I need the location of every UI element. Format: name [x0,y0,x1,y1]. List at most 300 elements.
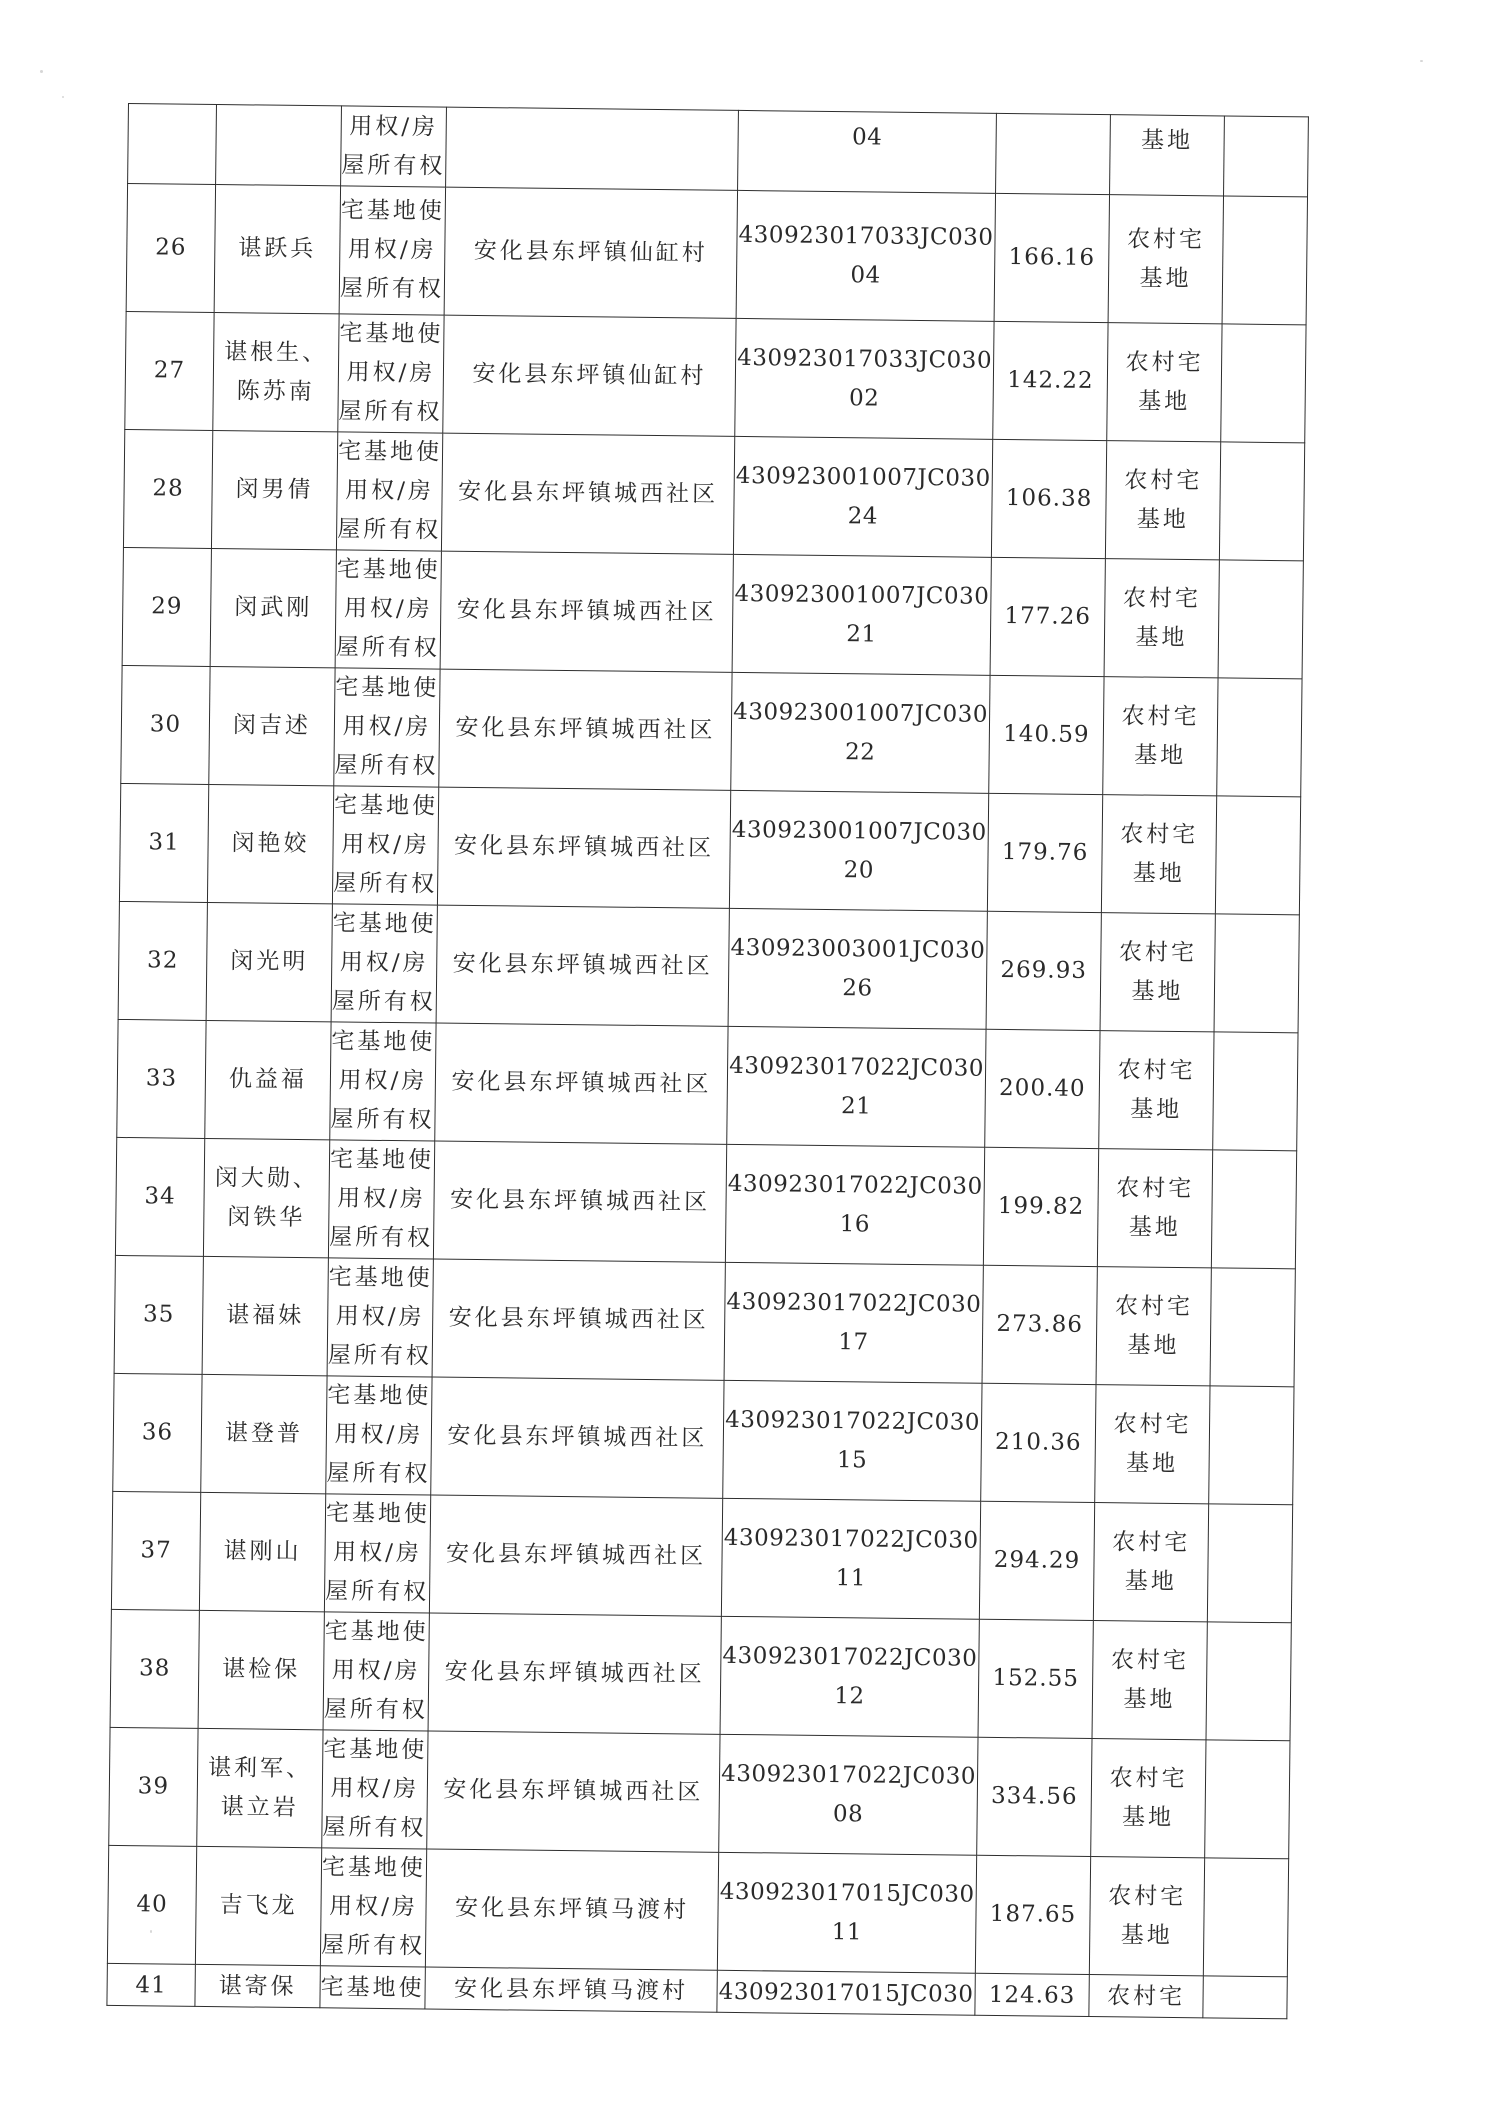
cell-type-line: 农村宅 [1124,466,1203,494]
cell-right-line: 用权/房 [337,1185,427,1213]
cell-no: 28 [123,429,212,548]
cell-owner [216,105,342,186]
cell-blank [1224,116,1309,197]
cell-code-line: 430923017033JC030 [737,344,993,374]
cell-owner-line: 谌福妹 [226,1302,305,1330]
cell-address-line: 安化县东坪镇马渡村 [453,1975,689,2004]
cell-type [1096,1267,1211,1386]
cell-code-line: 430923017022JC030 [722,1642,978,1672]
cell-right-line: 宅基地使 [339,320,444,348]
cell-type [1097,1149,1212,1268]
cell-code-line: 22 [844,738,876,766]
cell-right [324,1494,430,1613]
cell-right [326,1376,432,1495]
cell-code-line: 21 [846,620,877,648]
cell-type-line: 基地 [1128,1213,1181,1241]
cell-owner-line: 谌根生、 [224,338,329,366]
cell-code [735,318,994,439]
cell-right-line: 宅基地使 [340,197,445,225]
cell-right-line: 用权/房 [347,236,437,264]
cell-code-line: 430923017022JC030 [725,1406,981,1436]
cell-owner [211,430,337,549]
cell-code-line: 08 [832,1800,864,1827]
cell-code [719,1734,978,1855]
table-row [114,1255,1295,1386]
cell-type-line: 基地 [1127,1331,1180,1359]
cell-code [729,790,988,911]
cell-blank [1205,1740,1290,1859]
cell-type [1099,1031,1214,1150]
cell-owner-line: 谌寄保 [218,1972,297,2000]
cell-owner [207,784,333,903]
cell-right [334,668,440,787]
cell-type-line: 基地 [1132,859,1185,887]
cell-address [433,1141,726,1262]
cell-address [429,1495,722,1616]
cell-address-line: 安化县东坪镇城西社区 [451,1068,712,1098]
cell-blank [1206,1622,1291,1741]
cell-code-line: 16 [839,1210,871,1237]
cell-owner-line: 闵光明 [230,948,309,976]
cell-code-line: 26 [842,974,873,1002]
table-row [110,1609,1291,1740]
cell-address [428,1613,721,1734]
cell-right [339,186,445,315]
cell-code-line: 430923017022JC030 [726,1288,982,1318]
cell-right-line: 用权/房 [349,113,439,141]
cell-blank [1221,324,1306,443]
cell-area: 124.63 [975,1973,1089,2016]
cell-owner [206,902,332,1021]
cell-blank [1215,796,1300,915]
cell-right-line: 屋所有权 [333,870,438,898]
cell-no: 37 [111,1491,200,1610]
cell-right-line: 用权/房 [338,1067,428,1095]
cell-code-line: 04 [850,261,881,289]
cell-owner [195,1846,321,1965]
cell-owner [199,1492,325,1611]
cell-owner-line: 闵大勋、 [214,1164,319,1192]
scan-speck [40,70,43,73]
cell-right-line: 宅基地使 [323,1736,428,1764]
cell-blank [1207,1504,1292,1623]
cell-owner-line: 闵男倩 [235,476,314,504]
table-row [118,901,1299,1032]
cell-blank [1203,1858,1288,1977]
cell-code [736,190,995,321]
cell-address [444,187,737,318]
cell-owner-line: 谌登普 [224,1420,304,1448]
cell-type-line: 农村宅 [1121,702,1200,730]
cell-type-line: 农村宅 [1116,1174,1195,1202]
cell-type-line: 基地 [1123,1685,1176,1713]
cell-type [1103,677,1218,796]
cell-right-line: 宅基地使 [335,674,440,702]
cell-code-line: 12 [834,1682,865,1709]
cell-code-line: 430923017022JC030 [729,1052,985,1082]
cell-right-line: 用权/房 [343,595,433,623]
cell-code-line: 24 [847,502,879,530]
cell-no: 31 [119,783,208,902]
cell-code-line: 430923017033JC030 [738,221,994,251]
cell-right-line: 用权/房 [346,359,436,387]
cell-address [443,315,736,436]
cell-type [1104,559,1219,678]
cell-right-line: 屋所有权 [323,1696,428,1724]
cell-area: 200.40 [985,1029,1100,1148]
cell-type [1108,195,1223,324]
cell-right [320,1848,426,1967]
table-row [119,783,1300,914]
cell-address-line: 安化县东坪镇城西社区 [448,1304,709,1334]
cell-blank [1219,442,1304,561]
cell-right [332,786,438,905]
cell-right-line: 屋所有权 [339,275,445,303]
cell-type-line: 基地 [1130,1095,1183,1123]
cell-area: 294.29 [979,1501,1094,1620]
cell-type-line: 农村宅 [1110,1646,1190,1674]
cell-right-line: 宅基地使 [324,1618,429,1646]
cell-address [437,787,730,908]
cell-blank [1211,1150,1296,1269]
cell-right-line: 屋所有权 [341,151,446,180]
cell-type [1093,1503,1208,1622]
cell-right-line: 宅基地使 [331,1028,436,1056]
cell-address-line: 安化县东坪镇马渡村 [454,1894,690,1924]
cell-address [440,551,733,672]
cell-type-line: 农村宅 [1120,820,1199,848]
cell-type-line: 基地 [1135,623,1188,651]
cell-area: 187.65 [975,1855,1090,1974]
cell-type [1101,795,1216,914]
cell-address-line: 安化县东坪镇城西社区 [449,1186,711,1216]
cell-right-line: 宅基地使 [327,1382,432,1410]
cell-area: 199.82 [983,1147,1098,1266]
cell-owner [195,1964,320,2007]
cell-right-line: 屋所有权 [327,1342,432,1370]
cell-right-line: 用权/房 [329,1893,419,1921]
cell-right [338,314,444,433]
cell-right-line: 屋所有权 [328,1224,434,1252]
cell-right [328,1140,434,1259]
cell-address [427,1731,720,1852]
cell-right-line: 用权/房 [334,1421,424,1449]
cell-type [1089,1975,1203,2018]
scan-speck [62,96,64,98]
cell-right-line: 宅基地使 [337,438,443,466]
cell-right-line: 屋所有权 [320,1932,426,1960]
cell-address [432,1259,725,1380]
cell-code [733,436,992,557]
cell-right [341,106,447,187]
cell-address-line: 安化县东坪镇城西社区 [457,478,719,508]
cell-blank [1222,196,1307,325]
cell-code-line: 11 [831,1918,863,1945]
cell-no: 39 [109,1727,198,1846]
table-row [121,665,1302,796]
cell-right-line: 屋所有权 [324,1578,430,1606]
cell-area: 106.38 [991,439,1106,558]
cell-type [1091,1739,1206,1858]
cell-address-line: 安化县东坪镇城西社区 [444,1658,705,1688]
cell-code-line: 20 [843,856,875,884]
cell-right [331,904,437,1023]
cell-right-line: 屋所有权 [335,634,440,662]
table-row [109,1727,1290,1858]
cell-area: 334.56 [977,1737,1092,1856]
table-row [113,1373,1294,1504]
cell-blank [1209,1386,1294,1505]
cell-address [425,1849,718,1970]
cell-type-line: 基地 [1134,741,1187,769]
cell-address [425,1967,717,2012]
cell-owner [205,1020,331,1139]
cell-no: 29 [122,547,211,666]
cell-no: 38 [110,1609,199,1728]
cell-right-line: 屋所有权 [326,1460,431,1488]
cell-code [731,672,990,793]
cell-right-line: 用权/房 [345,477,435,505]
cell-owner [209,666,335,785]
cell-owner-line: 谌跃兵 [238,235,317,263]
cell-address [435,1023,728,1144]
cell-right-line: 用权/房 [342,713,432,741]
cell-type-line: 农村宅 [1126,225,1206,253]
cell-type-line: 基地 [1120,1921,1173,1949]
cell-right [320,1966,425,2009]
cell-no: 30 [121,665,210,784]
cell-code [738,110,997,193]
cell-type-line: 基地 [1121,1803,1175,1831]
cell-code-line: 430923017022JC030 [727,1170,983,1200]
cell-owner-line: 谌检保 [222,1656,301,1684]
cell-no: 33 [117,1019,206,1138]
cell-code-line: 430923001007JC030 [731,816,987,846]
cell-area: 269.93 [986,911,1101,1030]
cell-code-line: 15 [836,1446,868,1473]
cell-code-line: 430923017015JC030 [718,1978,974,2008]
cell-code-line: 430923017015JC030 [719,1878,975,1908]
cell-no: 40 [107,1845,196,1964]
cell-right-line: 用权/房 [330,1775,420,1803]
cell-type-line: 农村宅 [1112,1528,1191,1556]
cell-code-line: 02 [848,384,880,412]
cell-code-line: 430923001007JC030 [733,698,989,728]
cell-blank [1213,1032,1298,1151]
cell-code-line: 430923003001JC030 [730,934,986,964]
cell-code [720,1616,979,1737]
cell-address-line: 安化县东坪镇城西社区 [455,714,716,744]
cell-owner [213,312,339,431]
cell-type-line: 农村宅 [1108,1882,1187,1910]
cell-code [724,1262,983,1383]
cell-owner-line: 闵吉述 [232,712,312,740]
table-row-continued [128,104,1309,197]
cell-area: 177.26 [990,557,1105,676]
cell-code [717,1970,975,2015]
cell-type [1100,913,1215,1032]
cell-right [323,1612,429,1731]
cell-code [727,1026,986,1147]
cell-type-line: 基地 [1125,1449,1179,1477]
cell-right-line: 宅基地使 [325,1500,431,1528]
cell-owner-line: 闵武刚 [234,594,313,622]
cell-owner [214,184,340,313]
cell-area: 140.59 [989,675,1104,794]
cell-code [723,1380,982,1501]
table-row [126,184,1307,325]
cell-code [721,1498,980,1619]
cell-right-line: 宅基地使 [329,1146,435,1174]
cell-type-line: 农村宅 [1122,584,1202,612]
cell-address [439,669,732,790]
cell-right-line: 宅基地使 [320,1973,425,2001]
cell-right-line: 屋所有权 [337,516,442,544]
cell-code-line: 04 [851,124,883,151]
cell-area: 179.76 [987,793,1102,912]
table-row [123,429,1304,560]
cell-right-line: 宅基地使 [321,1854,427,1882]
cell-address-line: 安化县东坪镇城西社区 [453,832,715,862]
cell-type-line: 基地 [1131,977,1184,1005]
cell-right-line: 用权/房 [339,949,429,977]
cell-right-line: 宅基地使 [333,792,439,820]
cell-type-line: 农村宅 [1117,1056,1196,1084]
cell-area: 210.36 [981,1383,1096,1502]
table-row [122,547,1303,678]
cell-type-line: 农村宅 [1114,1292,1194,1320]
cell-right-line: 屋所有权 [334,752,439,780]
cell-area: 166.16 [994,193,1109,322]
cell-no: 34 [115,1137,204,1256]
cell-right-line: 宅基地使 [328,1264,433,1292]
cell-code-line: 430923017022JC030 [723,1524,979,1554]
cell-type [1107,323,1222,442]
cell-address-line: 安化县东坪镇城西社区 [447,1422,708,1452]
table-row [107,1845,1288,1976]
cell-right [335,550,441,669]
cell-blank [1217,678,1302,797]
cell-right-line: 屋所有权 [331,988,436,1016]
registration-table [106,103,1309,2019]
cell-owner-line: 仇益福 [228,1066,308,1094]
cell-type-line: 农村宅 [1106,1982,1186,2010]
cell-code [732,554,991,675]
cell-type-line: 农村宅 [1118,938,1198,966]
cell-no: 41 [107,1963,195,2006]
cell-address [446,107,739,190]
cell-right-line: 宅基地使 [332,910,437,938]
cell-owner-line: 陈苏南 [236,377,315,405]
scan-speck [1420,60,1423,62]
cell-right-line: 用权/房 [331,1657,421,1685]
cell-no [128,104,217,185]
cell-blank [1210,1268,1295,1387]
cell-owner-line: 闵艳姣 [231,830,310,858]
table-row [117,1019,1298,1150]
cell-address [436,905,729,1026]
cell-right [327,1258,433,1377]
cell-blank [1203,1976,1287,2019]
cell-code-line: 17 [838,1328,869,1355]
cell-type-line: 农村宅 [1125,348,1204,376]
cell-area: 152.55 [978,1619,1093,1738]
cell-owner-line: 闵铁华 [227,1203,306,1231]
cell-type-line: 农村宅 [1113,1410,1192,1438]
cell-right-line: 屋所有权 [322,1814,427,1842]
cell-right-line: 屋所有权 [330,1106,435,1134]
table-row [125,311,1306,442]
cell-blank [1214,914,1299,1033]
cell-type [1110,115,1225,196]
cell-owner [198,1610,324,1729]
cell-area [996,113,1111,194]
cell-address [441,433,734,554]
cell-no: 35 [114,1255,203,1374]
cell-blank [1218,560,1303,679]
cell-type [1092,1621,1207,1740]
cell-no: 32 [118,901,207,1020]
table-row [111,1491,1292,1622]
cell-code [728,908,987,1029]
cell-area: 142.22 [993,321,1108,440]
cell-type-line: 基地 [1124,1567,1177,1595]
cell-owner [202,1256,328,1375]
cell-type-line: 基地 [1140,127,1194,155]
cell-no: 36 [113,1373,202,1492]
cell-address-line: 安化县东坪镇城西社区 [452,950,713,980]
cell-right-line: 用权/房 [335,1303,425,1331]
cell-type-line: 基地 [1136,505,1189,533]
cell-owner-line: 谌刚山 [223,1538,302,1566]
cell-owner-line: 谌利军、 [207,1754,313,1782]
cell-right [322,1730,428,1849]
cell-type-line: 基地 [1139,264,1192,292]
cell-right-line: 宅基地使 [336,556,441,584]
cell-area: 273.86 [982,1265,1097,1384]
cell-code-line: 430923001007JC030 [735,462,991,492]
cell-address-line: 安化县东坪镇城西社区 [445,1540,707,1570]
cell-right-line: 用权/房 [333,1539,423,1567]
cell-code-line: 430923017022JC030 [721,1760,977,1790]
cell-right [336,432,442,551]
table-row [115,1137,1296,1268]
cell-owner [203,1138,329,1257]
cell-owner [197,1728,323,1847]
cell-owner [210,548,336,667]
cell-owner-line: 谌立岩 [220,1793,299,1821]
cell-right-line: 用权/房 [341,831,431,859]
cell-owner [201,1374,327,1493]
cell-address-line: 安化县东坪镇仙缸村 [472,360,707,390]
cell-type [1095,1385,1210,1504]
cell-owner-line: 吉飞龙 [219,1892,298,1920]
cell-right [330,1022,436,1141]
cell-type [1105,441,1220,560]
cell-code-line: 430923001007JC030 [734,580,990,610]
cell-type-line: 农村宅 [1109,1764,1188,1792]
cell-code [717,1852,976,1973]
cell-no: 27 [125,311,214,430]
cell-address-line: 安化县东坪镇仙缸村 [473,237,708,267]
cell-type [1089,1857,1204,1976]
cell-address-line: 安化县东坪镇城西社区 [456,596,717,626]
cell-address [431,1377,724,1498]
cell-code-line: 11 [835,1564,867,1591]
cell-code [725,1144,984,1265]
cell-address-line: 安化县东坪镇城西社区 [443,1776,704,1806]
cell-no: 26 [126,184,215,313]
